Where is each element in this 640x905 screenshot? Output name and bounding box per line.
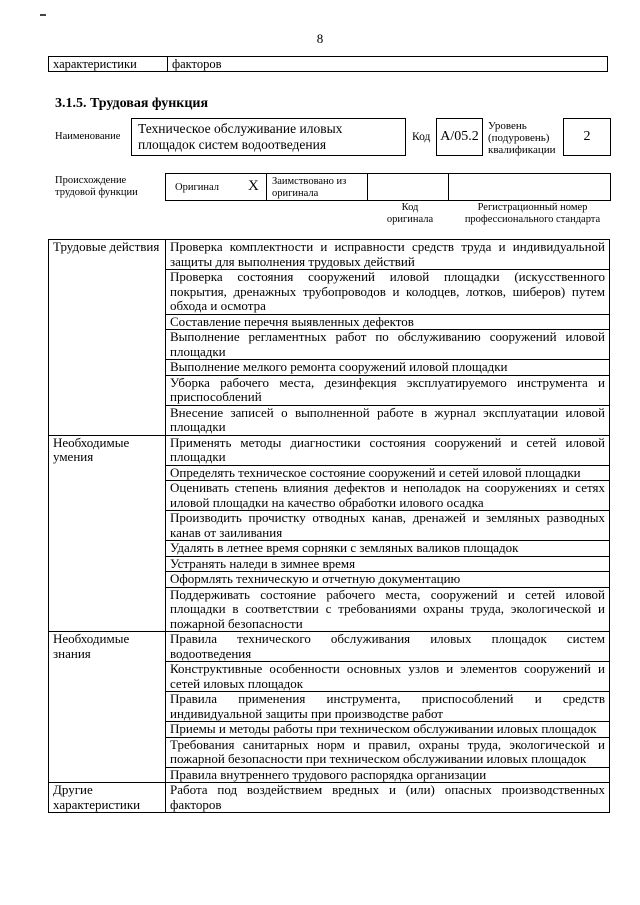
section-title: 3.1.5. Трудовая функция [55,96,209,111]
level-label: Уровень (подуровень) квалификации [488,120,556,156]
labor-actions-item: Проверка комплектности и исправности средств труда и индивидуальной защиты для выполнения трудовых действий [166,240,610,270]
required-skills-item: Устранять наледи в зимнее время [166,556,610,572]
function-name-field: Техническое обслуживание иловых площадок систем водоотведения [131,118,406,156]
required-knowledge-item: Правила внутреннего трудового распорядка организации [166,767,610,783]
required-knowledge-category: Необходимые знания [49,632,166,783]
required-skills-item: Оформлять техническую и отчетную документацию [166,572,610,588]
labor-actions-item: Выполнение регламентных работ по обслуживанию сооружений иловой площадки [166,330,610,360]
original-label: Оригинал [175,182,219,193]
name-label: Наименование [55,131,121,142]
required-skills-item: Производить прочистку отводных канав, дренажей и земляных разводных канав от заиливания [166,511,610,541]
required-skills-item: Определять техническое состояние сооружений и сетей иловой площадки [166,465,610,481]
registration-caption: Регистрационный номер профессионального стандарта [464,202,601,225]
qualification-level-field: 2 [563,118,611,156]
prev-table-item: факторов [168,57,608,72]
other-characteristics-item: Работа под воздействием вредных и (или) опасных производственных факторов [166,783,610,813]
borrowed-cell [266,173,368,201]
required-skills-item: Оценивать степень влияния дефектов и неполадок на сооружениях и сетях иловой площадки на качество обработки илового осадка [166,481,610,511]
origin-label: Происхождение трудовой функции [55,175,138,198]
table-row [49,783,610,813]
function-code-field: A/05.2 [436,118,483,156]
original-code-field [367,173,449,201]
table-row [49,240,610,270]
original-checkmark: X [248,178,259,194]
code-label: Код [412,131,431,143]
required-skills-item: Применять методы диагностики состояния сооружений и сетей иловой площадки [166,435,610,465]
labor-actions-item: Уборка рабочего места, дезинфекция эксплуатируемого инструмента и приспособлений [166,375,610,405]
table-row [49,632,610,662]
table-row [49,435,610,465]
required-knowledge-item: Конструктивные особенности основных узлов и элементов сооружений и сетей иловых площадок [166,662,610,692]
required-knowledge-item: Правила применения инструмента, приспособлений и средств индивидуальной защиты при производстве работ [166,692,610,722]
required-knowledge-item: Правила технического обслуживания иловых площадок систем водоотведения [166,632,610,662]
labor-function-table [48,239,610,813]
original-cell [165,173,267,201]
required-skills-item: Удалять в летнее время сорняки с земляных валиков площадок [166,541,610,557]
code-caption: Код оригинала [386,202,434,225]
required-skills-category: Необходимые умения [49,435,166,632]
labor-actions-item: Внесение записей о выполненной работе в журнал эксплуатации иловой площадки [166,405,610,435]
labor-actions-item: Выполнение мелкого ремонта сооружений иловой площадки [166,360,610,376]
other-characteristics-category: Другие характеристики [49,783,166,813]
prev-table-category: характеристики [49,57,168,72]
borrowed-label: Заимствовано из оригинала [272,176,347,199]
labor-actions-item: Составление перечня выявленных дефектов [166,314,610,330]
registration-number-field [448,173,611,201]
labor-actions-item: Проверка состояния сооружений иловой площадки (искусственного покрытия, дренажных трубопроводов и колодцев, лотков, шиберов) путем обхода и осмотра [166,270,610,315]
page-number: 8 [316,31,324,46]
required-knowledge-item: Приемы и методы работы при техническом обслуживании иловых площадок [166,722,610,738]
required-knowledge-item: Требования санитарных норм и правил, охраны труда, экологической и пожарной безопасности при техническом обслуживании иловых площадок [166,737,610,767]
previous-table-tail [48,56,608,72]
required-skills-item: Поддерживать состояние рабочего места, сооружений и сетей иловой площадки в соответствии с требованиями охраны труда, экологической и пожарной безопасности [166,587,610,632]
labor-actions-category: Трудовые действия [49,240,166,436]
scan-mark [40,14,46,16]
